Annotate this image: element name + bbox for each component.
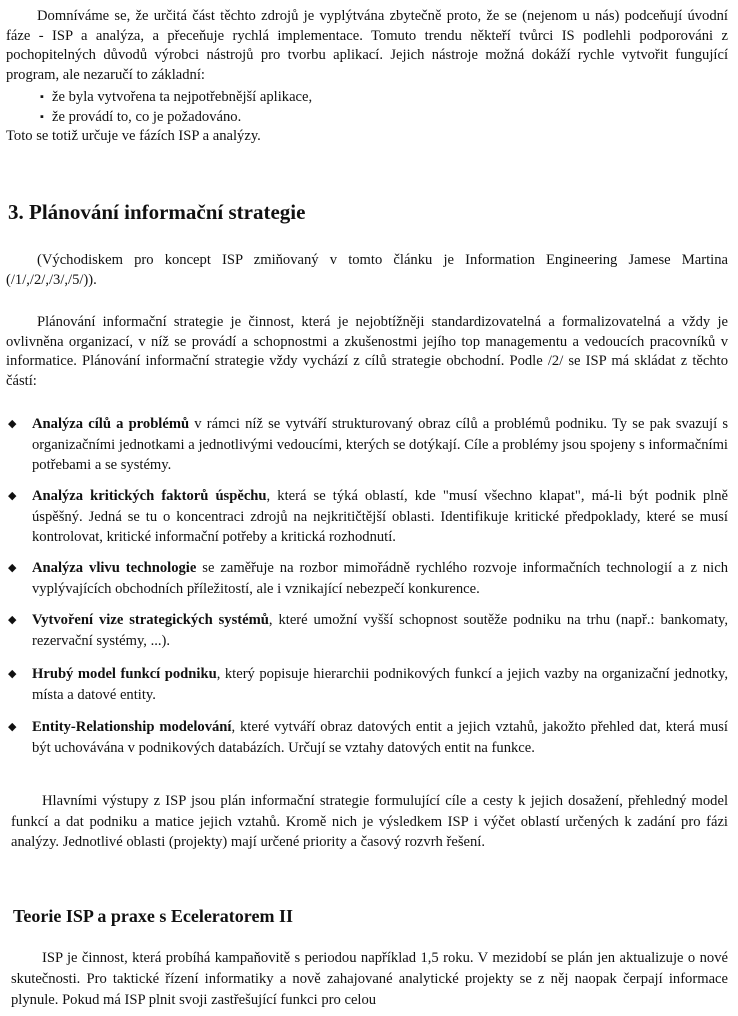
ecelerator-paragraph: ISP je činnost, která probíhá kampaňovitě s periodou například 1,5 roku. V mezidobí se plán jen aktualizuje o nové skutečnosti. Pro taktické řízení informatiky a nově zahajované analytické projekty se z něj naopak čerpají informace plynule. Pokud má ISP plnit svoji zastřešující funkci pro celou — [11, 950, 728, 1008]
source-note: (Východiskem pro koncept ISP zmiňovaný v tomto článku je Information Engineering Jamese Martina (/1/,/2/,/3/,/5/)). — [6, 252, 728, 288]
list-item-term: Analýza cílů a problémů — [32, 416, 190, 432]
list-item — [8, 558, 728, 599]
diamond-bullet-icon: ◆ — [8, 614, 17, 626]
intro-paragraph: Domníváme se, že určitá část těchto zdrojů je vyplýtvána zbytečně proto, že se (nejenom u nás) podceňují úvodní fáze - ISP a analýza, a přeceňuje rychlá implementace. Tomuto trendu někteří tvůrci IS podlehli podporováni z pochopitelných důvodů výrobci nástrojů pro tvorbu aplikací. Jejich nástroje možná dokáží rychle vytvořit fungující program, ale nezaručí to základní: — [6, 8, 728, 83]
outputs-paragraph: Hlavními výstupy z ISP jsou plán informační strategie formulující cíle a cesty k jejich dosažení, přehledný model funkcí a dat podniku a matice jejich vztahů. Kromě nich je výsledkem ISP i výčet oblastí určených k zadání pro fázi analýzy. Jednotlivé oblasti (projekty) mají určené priority a časový rozvrh řešení. — [11, 793, 728, 850]
list-item — [8, 610, 728, 651]
list-item-term: Analýza kritických faktorů úspěchu — [32, 488, 267, 504]
list-item-text: v rámci níž se vytváří strukturovaný obraz cílů a problémů podniku. Ty se pak svazují s organizačními jednotkami a jednotlivými vedoucími, kterých se dotýkají. Cíle a problémy jsou spojeny s informačními potřebami a se systémy. — [32, 416, 728, 473]
list-item-text: , které vytváří obraz datových entit a jejich vztahů, jakožto přehled dat, která musí být uchovávána v podnikových databázích. Určují se vztahy datových entit na funkce. — [32, 719, 728, 756]
list-item-term: Entity-Relationship modelování — [32, 719, 232, 735]
subsection-heading: Teorie ISP a praxe s Eceleratorem II — [13, 906, 293, 926]
intro-bullet: ▪ že provádí to, co je požadováno. — [52, 108, 241, 128]
list-item-text: , která se týká oblastí, kde "musí všechno klapat", má-li být podnik plně úspěšný. Jedná se tu o koncentraci zdrojů na nejkritičtější oblasti. Identifikuje kritické předpoklady, které se musí kontrolovat, kritické informační potřeby a kritická rozhodnutí. — [32, 488, 728, 545]
intro-bullet: ▪ že byla vytvořena ta nejpotřebnější aplikace, — [52, 88, 312, 108]
diamond-bullet-icon: ◆ — [8, 490, 17, 502]
list-item — [8, 717, 728, 758]
intro-closing: Toto se totiž určuje ve fázích ISP a analýzy. — [6, 128, 261, 144]
list-item-text: se zaměřuje na rozbor mimořádně rychlého rozvoje informačních technologií a z nich vyplývajících obchodních příležitostí, ale i vznikající nebezpečí konkurence. — [32, 560, 728, 597]
diamond-bullet-icon: ◆ — [8, 721, 17, 733]
diamond-bullet-icon: ◆ — [8, 562, 17, 574]
list-item — [8, 414, 728, 476]
diamond-bullet-icon: ◆ — [8, 418, 17, 430]
diamond-bullet-icon: ◆ — [8, 668, 17, 680]
section-heading: 3. Plánování informační strategie — [8, 200, 306, 224]
list-item — [8, 486, 728, 548]
list-item-term: Vytvoření vize strategických systémů — [32, 612, 269, 628]
list-item-term: Analýza vlivu technologie — [32, 560, 197, 576]
list-item — [8, 664, 728, 705]
list-item-term: Hrubý model funkcí podniku — [32, 666, 217, 682]
list-item-text: , které umožní vyšší schopnost soutěže podniku na trhu (např.: bankomaty, rezervační systémy, ...). — [32, 612, 728, 649]
list-item-text: , který popisuje hierarchii podnikových funkcí a jejich vazby na organizační jednotky, místa a datové entity. — [32, 666, 728, 703]
isp-paragraph: Plánování informační strategie je činnost, která je nejobtížněji standardizovatelná a formalizovatelná a vždy je ovlivněna organizací, v níž se provádí a schopnostmi a zkušenostmi jejího top managementu a vedoucích pracovníků v informatice. Plánování informační strategie vždy vychází z cílů strategie obchodní. Podle /2/ se ISP má skládat z těchto částí: — [6, 314, 728, 389]
